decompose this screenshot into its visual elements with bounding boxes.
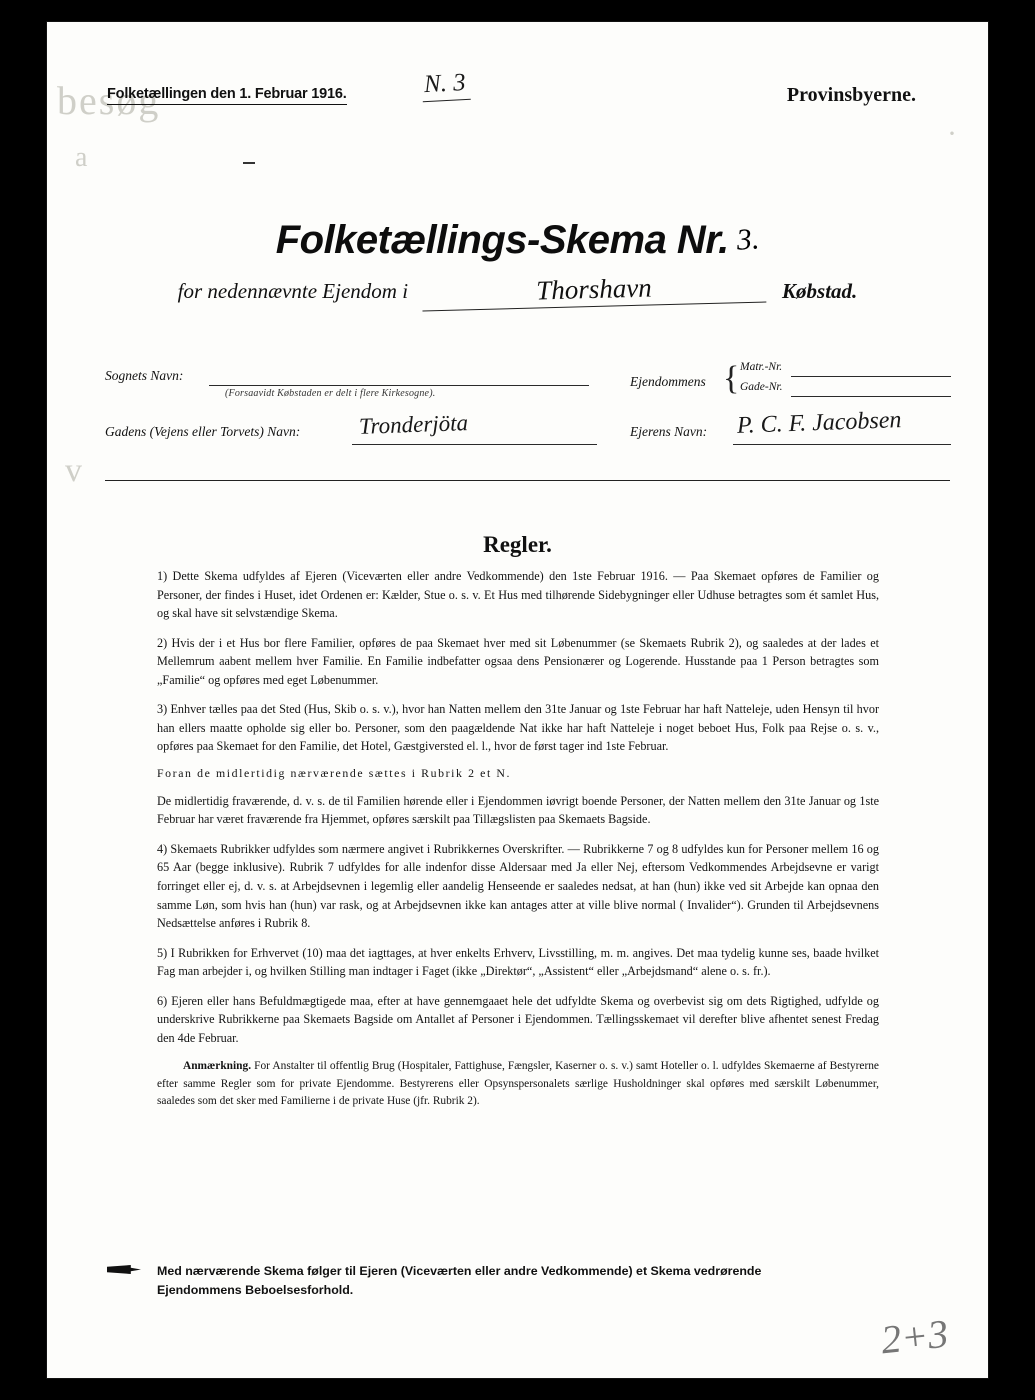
rule-item-3b: De midlertidig fraværende, d. v. s. de til Familien hørende eller i Ejendommen iøvrigt boende Personer, der Natten mellem den 31te Januar og 1ste Februar har været fraværende fra Hjemmet, opføres særskilt paa Tillægslisten paa Skemaets Bagside. (157, 793, 879, 827)
parish-name-line (209, 385, 589, 386)
note-label: Anmærkning. (183, 1060, 252, 1073)
footer-line-1: Med nærværende Skema følger til Ejeren (Viceværten eller andre Vedkommende) et Skema vedrørende (157, 1264, 762, 1278)
note-text: For Anstalter til offentlig Brug (Hospitaler, Fattighuse, Fængsler, Kaserner o. s. v.) samt Hoteller o. l. udfyldes Skemaerne af Bestyrerne efter samme Regler som for private Ejendomme. Bestyrerens eller Opsynspersonalets særlige Husholdninger skal opføres med særskilt Løbenummer, saaledes som det sker med Familierne i de private Huse (jfr. Rubrik 2). (157, 1060, 879, 1108)
owner-name-label: Ejerens Navn: (630, 424, 708, 439)
rule-item-6: 6) Ejeren eller hans Befuldmægtigede maa, efter at have gennemgaaet hele det udfyldte Skema og overbevist sig om dets Rigtighed, udfylde og underskrive Rubrikkerne paa Skemaets Bagside om Antallet af Personer i Ejendommen. Tællingsskemaet vil derefter blive afhentet senest Fredag den 4de Februar. (157, 993, 879, 1045)
scan-smudge-low: v (65, 452, 82, 489)
parish-name-label: Sognets Navn: (105, 368, 184, 383)
owner-name-line (733, 444, 951, 445)
form-subtitle-row (47, 274, 988, 307)
street-name-value: Tronderjöta (358, 410, 469, 439)
subtitle-suffix: Købstad. (782, 279, 858, 303)
region-label: Provinsbyerne. (786, 84, 916, 106)
handwritten-form-number-text: N. 3 (421, 69, 470, 102)
street-name-label: Gadens (Vejens eller Torvets) Navn: (105, 424, 301, 439)
rules-body (157, 567, 879, 1121)
gade-number-line (791, 396, 951, 397)
census-date-label: Folketællingen den 1. Februar 1916. (107, 86, 347, 105)
brace-glyph: { (723, 360, 740, 397)
subtitle-prefix: for nedennævnte Ejendom i (177, 279, 409, 303)
handwritten-town: Thorshavn (422, 270, 767, 312)
footer-note (157, 1262, 897, 1299)
property-group-label: Ejendommens (630, 374, 706, 389)
rules-heading: Regler. (483, 532, 552, 557)
scan-smudge-right: · (947, 117, 957, 150)
rule-item-3: 3) Enhver tælles paa det Sted (Hus, Skib o. s. v.), hvor han Natten mellem den 31te Januar og 1ste Februar har haft Natteleje, uden Hensyn til hvor han ellers maatte opholde sig eller bo. Personer, som den paagældende Nat ikke har haft Natteleje i noget beboet Hus, Folk paa Rejse o. s. v., opføres paa Skemaet for den Familie, det Hotel, Gæstgiversted el. l., hvor de først tager ind 1ste Februar. (157, 702, 879, 754)
handwritten-form-number (421, 69, 470, 102)
rule-item-2: 2) Hvis der i et Hus bor flere Familier, opføres de paa Skemaet hver med sit Løbenummer (se Skemaets Rubrik 2), og saaledes at der lades et Mellemrum aabent mellem hver Familie. En Familie indbefatter ogsaa dens Pensionærer og Logerende. Husstande paa 1 Person betragtes som „Familie“ og opføres med eget Løbenummer. (157, 635, 879, 687)
rule-item-3a: Foran de midlertidig nærværende sættes i Rubrik 2 et N. (157, 765, 512, 780)
pencil-marginalia: 2+3 (878, 1310, 951, 1363)
section-divider-rule (105, 480, 950, 481)
owner-name-value: P. C. F. Jacobsen (736, 407, 902, 439)
scan-smudge-left: besøg (57, 78, 161, 123)
form-title: Folketællings-Skema Nr. (275, 218, 729, 262)
street-name-line (352, 444, 597, 445)
gade-number-label: Gade-Nr. (740, 381, 783, 393)
scan-smudge-mid: a (75, 142, 88, 173)
form-title-row (47, 218, 988, 263)
footer-line-2: Ejendommens Beboelsesforhold. (157, 1282, 354, 1297)
matr-number-line (791, 376, 951, 377)
paper-surface (47, 22, 988, 1378)
rule-item-4: 4) Skemaets Rubrikker udfyldes som nærmere angivet i Rubrikkernes Overskrifter. — Rubrikkerne 7 og 8 udfyldes kun for Personer mellem 16 og 65 Aar (begge inklusive). Rubrik 7 udfyldes for alle indenfor disse Aldersaar med Ja eller Nej, eftersom Vedkommendes Arbejdsevne er varigt forringet eller ej, d. v. s. at Arbejdsevnen i legemlig eller aandelig Henseende er saaledes nedsat, at han (hun) ikke ved sit Arbejde kan opnaa den samme Løn, som hvis han (hun) var rask, og at Arbejdsevnen ikke kan antages atter at ville blive normal ( Invalider“). Grunden til Arbejdsevnens Nedsættelse anføres i Rubrik 8. (157, 841, 879, 931)
scanned-document-page (47, 22, 988, 1378)
matr-number-label: Matr.-Nr. (740, 361, 783, 373)
rule-item-1: 1) Dette Skema udfyldes af Ejeren (Viceværten eller andre Vedkommende) den 1ste Februar 1916. — Paa Skemaet opføres de Familier og Personer, der findes i Huset, idet Ordenen er: Kælder, Stue o. s. v. Et Hus med tilhørende Sidebygninger eller Udhuse betragtes som ét samlet Hus, og skal have sit selvstændige Skema. (157, 569, 879, 621)
stray-dash-mark (243, 162, 255, 164)
rule-item-5: 5) I Rubrikken for Erhvervet (10) maa det iagttages, at hver enkelts Erhverv, Livsstilling, m. m. angives. Det maa tydelig kunne ses, baade hvilket Fag man arbejder i, og hvilken Stilling man indtager i Faget (ikke „Direktør“, „Assistent“ eller „Arbejdsmand“ alene o. s. fr.). (157, 945, 879, 979)
parish-name-note: (Forsaavidt Købstaden er delt i flere Kirkesogne). (225, 388, 436, 399)
form-title-number-hand: 3. (735, 222, 761, 257)
